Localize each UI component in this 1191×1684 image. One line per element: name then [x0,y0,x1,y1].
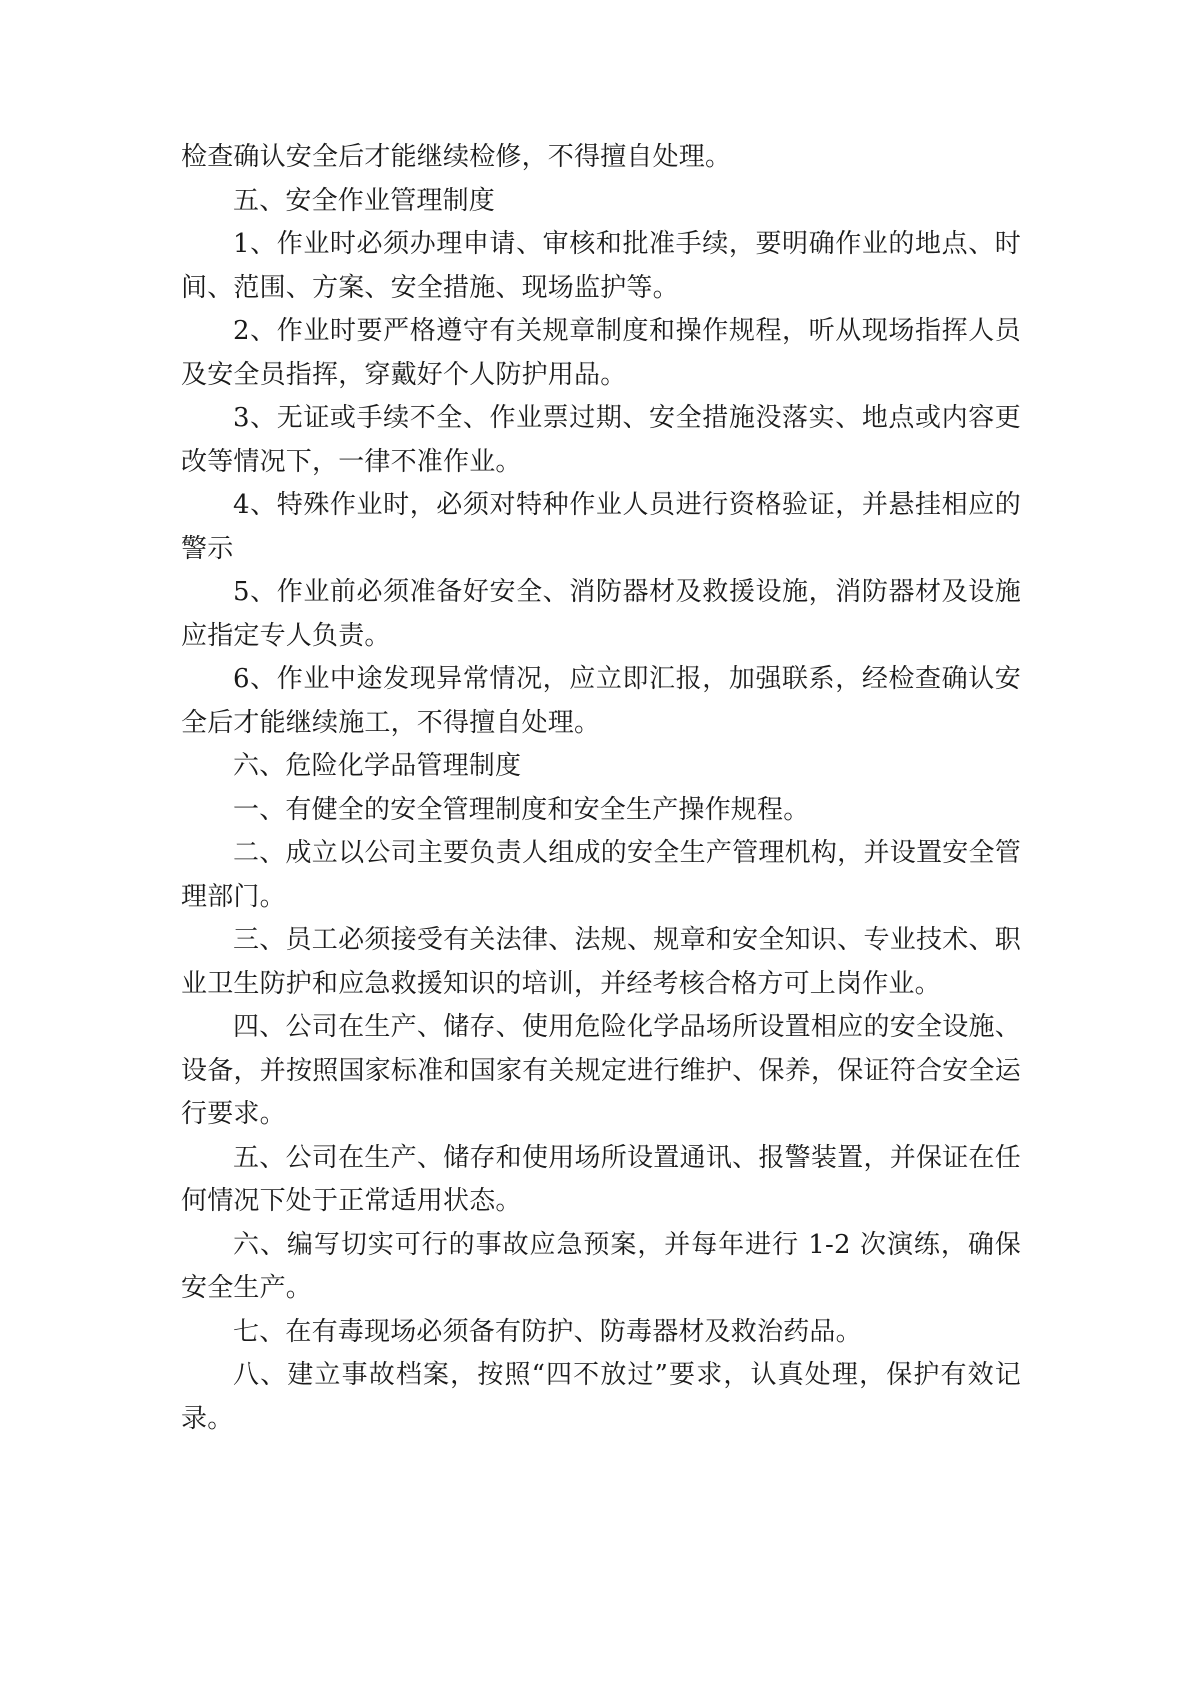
paragraph: 五、公司在生产、储存和使用场所设置通讯、报警装置，并保证在任何情况下处于正常适用状态。 [181,1142,1021,1216]
paragraph: 2、作业时要严格遵守有关规章制度和操作规程，听从现场指挥人员及安全员指挥，穿戴好个人防护用品。 [181,316,1021,390]
paragraph: 七、在有毒现场必须备有防护、防毒器材及救治药品。 [233,1316,862,1347]
paragraph: 八、建立事故档案，按照“四不放过”要求，认真处理，保护有效记录。 [181,1360,1021,1434]
paragraph: 4、特殊作业时，必须对特种作业人员进行资格验证，并悬挂相应的警示 [181,490,1021,564]
paragraph: 四、公司在生产、储存、使用危险化学品场所设置相应的安全设施、设备，并按照国家标准和国家有关规定进行维护、保养，保证符合安全运行要求。 [181,1012,1021,1129]
paragraph: 3、无证或手续不全、作业票过期、安全措施没落实、地点或内容更改等情况下，一律不准作业。 [181,403,1021,477]
paragraph: 5、作业前必须准备好安全、消防器材及救援设施，消防器材及设施应指定专人负责。 [181,577,1021,651]
paragraph: 一、有健全的安全管理制度和安全生产操作规程。 [233,794,810,825]
paragraph: 1、作业时必须办理申请、审核和批准手续，要明确作业的地点、时间、范围、方案、安全措施、现场监护等。 [181,229,1021,303]
paragraph: 6、作业中途发现异常情况，应立即汇报，加强联系，经检查确认安全后才能继续施工，不得擅自处理。 [181,664,1021,738]
document-body [181,136,1021,1441]
paragraph: 三、员工必须接受有关法律、法规、规章和安全知识、专业技术、职业卫生防护和应急救援知识的培训，并经考核合格方可上岗作业。 [181,925,1021,999]
paragraph: 检查确认安全后才能继续检修，不得擅自处理。 [181,142,732,172]
paragraph: 六、编写切实可行的事故应急预案，并每年进行 1-2 次演练，确保安全生产。 [181,1229,1021,1303]
section-heading: 五、安全作业管理制度 [233,185,496,216]
paragraph: 二、成立以公司主要负责人组成的安全生产管理机构，并设置安全管理部门。 [181,838,1021,912]
section-heading: 六、危险化学品管理制度 [233,751,522,781]
